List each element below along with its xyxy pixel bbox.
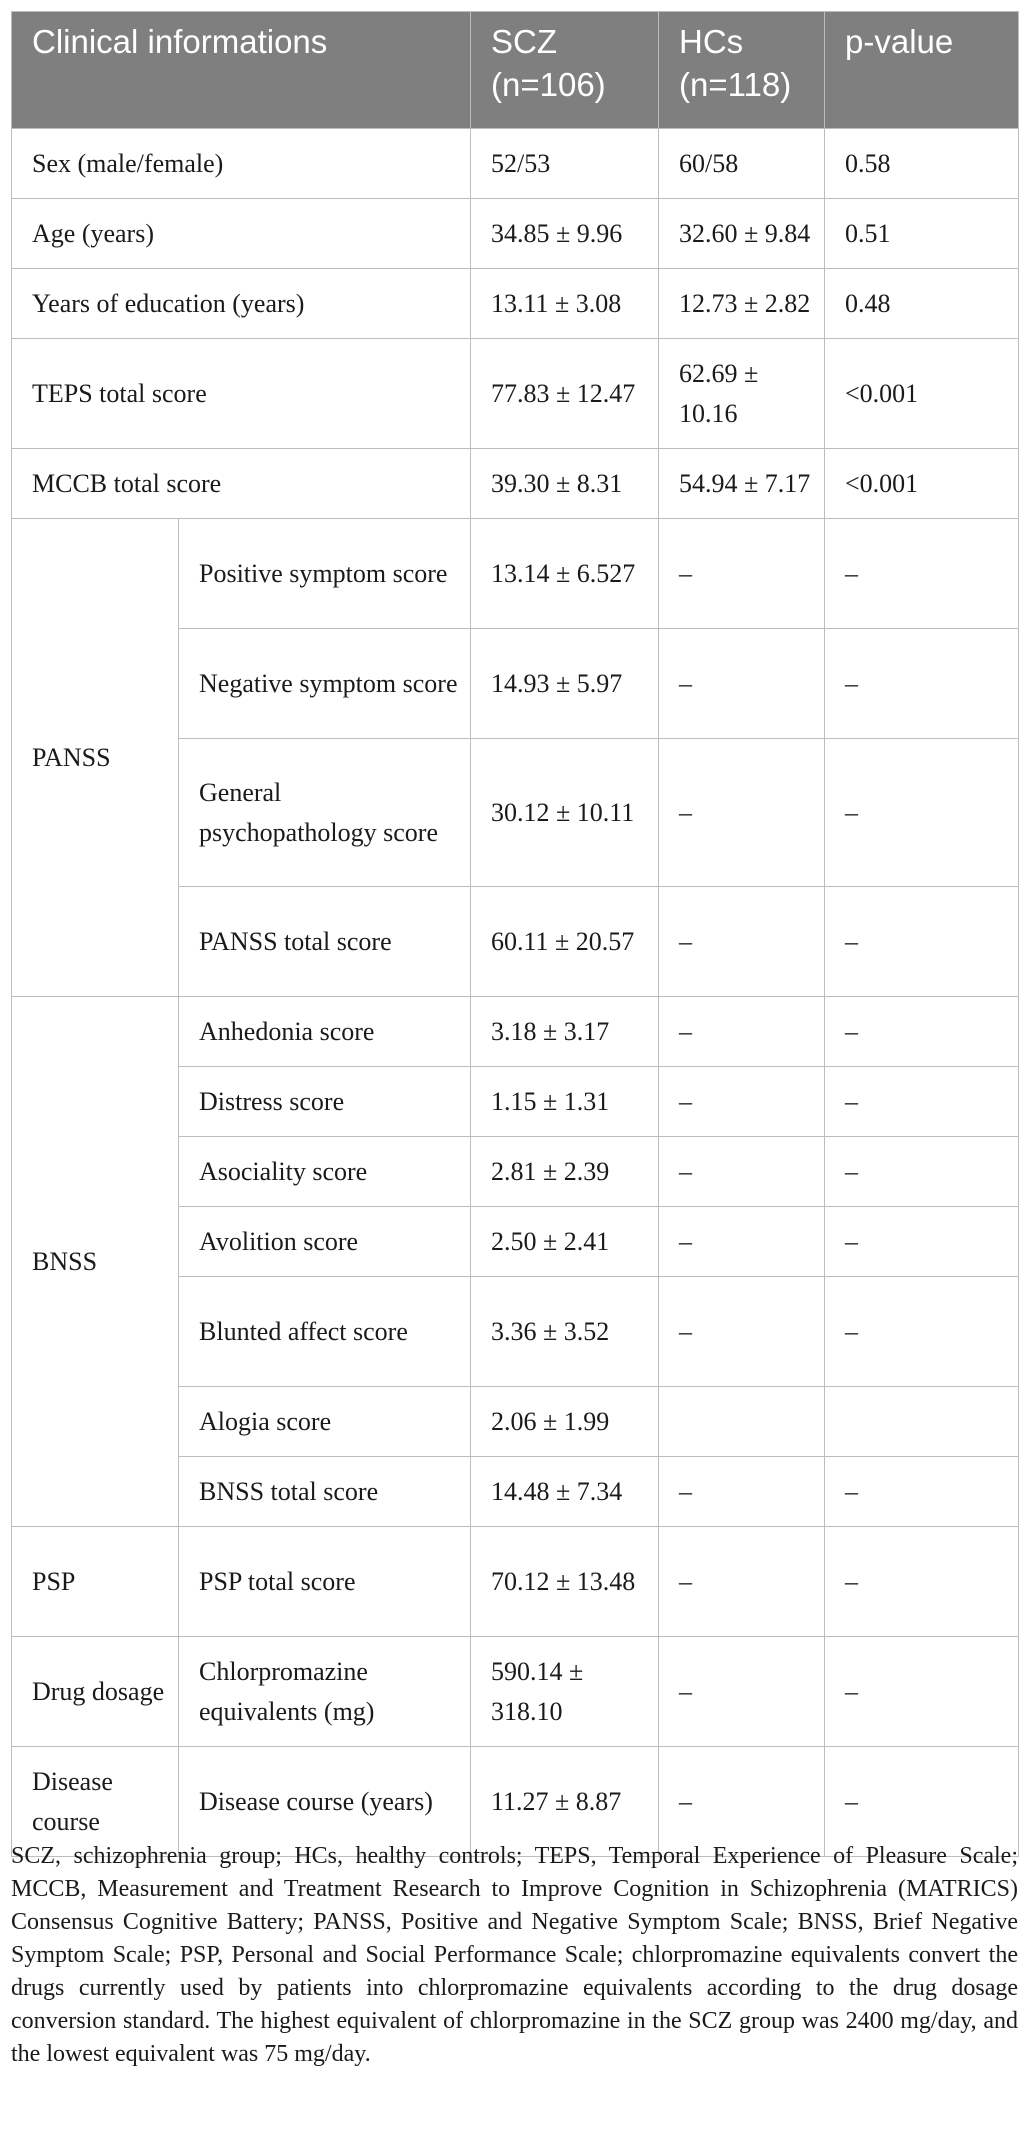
p-value: – [825,887,1019,997]
table-header-row [12,12,1019,129]
hcs-value: 62.69 ± 10.16 [659,339,825,449]
table-row [12,449,1019,519]
table-row [12,997,1019,1067]
p-value: – [825,1637,1019,1747]
p-value: – [825,1137,1019,1207]
scz-value: 2.81 ± 2.39 [471,1137,659,1207]
scz-value: 2.50 ± 2.41 [471,1207,659,1277]
header-clinical-informations: Clinical informations [12,12,471,129]
subrow-label: Alogia score [179,1387,471,1457]
scz-value: 77.83 ± 12.47 [471,339,659,449]
hcs-value: – [659,629,825,739]
p-value: – [825,629,1019,739]
subrow-label: Chlorpromazine equivalents (mg) [179,1637,471,1747]
table-row [12,519,1019,629]
p-value: <0.001 [825,449,1019,519]
table-row [12,339,1019,449]
p-value: – [825,1527,1019,1637]
scz-value: 13.11 ± 3.08 [471,269,659,339]
scz-value: 14.93 ± 5.97 [471,629,659,739]
subrow-label: Avolition score [179,1207,471,1277]
p-value: – [825,1747,1019,1857]
scz-value: 14.48 ± 7.34 [471,1457,659,1527]
subrow-label: Blunted affect score [179,1277,471,1387]
scz-value: 3.36 ± 3.52 [471,1277,659,1387]
hcs-value: – [659,1527,825,1637]
table-row [12,1527,1019,1637]
header-hcs: HCs (n=118) [659,12,825,129]
scz-value: 3.18 ± 3.17 [471,997,659,1067]
hcs-value: – [659,887,825,997]
subrow-label: General psychopathology score [179,739,471,887]
hcs-value: – [659,1637,825,1747]
scz-value: 30.12 ± 10.11 [471,739,659,887]
group-label-drug-dosage: Drug dosage [12,1637,179,1747]
scz-value: 60.11 ± 20.57 [471,887,659,997]
scz-value: 39.30 ± 8.31 [471,449,659,519]
p-value: – [825,519,1019,629]
p-value: – [825,739,1019,887]
p-value [825,1387,1019,1457]
p-value: – [825,1277,1019,1387]
scz-value: 70.12 ± 13.48 [471,1527,659,1637]
p-value: 0.48 [825,269,1019,339]
subrow-label: Anhedonia score [179,997,471,1067]
table-row [12,129,1019,199]
hcs-value: – [659,997,825,1067]
subrow-label: PANSS total score [179,887,471,997]
scz-value: 590.14 ± 318.10 [471,1637,659,1747]
table-row [12,1637,1019,1747]
p-value: <0.001 [825,339,1019,449]
hcs-value: – [659,1067,825,1137]
hcs-value: – [659,1747,825,1857]
row-label: TEPS total score [12,339,471,449]
p-value: – [825,997,1019,1067]
p-value: – [825,1207,1019,1277]
table-row [12,199,1019,269]
subrow-label: PSP total score [179,1527,471,1637]
hcs-value: 32.60 ± 9.84 [659,199,825,269]
group-label-disease-course: Disease course [12,1747,179,1857]
scz-value: 11.27 ± 8.87 [471,1747,659,1857]
header-scz: SCZ (n=106) [471,12,659,129]
header-p-value: p-value [825,12,1019,129]
subrow-label: Negative symptom score [179,629,471,739]
scz-value: 1.15 ± 1.31 [471,1067,659,1137]
group-label-psp: PSP [12,1527,179,1637]
subrow-label: Positive symptom score [179,519,471,629]
group-label-panss: PANSS [12,519,179,997]
row-label: Years of education (years) [12,269,471,339]
p-value: 0.51 [825,199,1019,269]
scz-value: 52/53 [471,129,659,199]
hcs-value: – [659,1277,825,1387]
table-row [12,269,1019,339]
table-footnote: SCZ, schizophrenia group; HCs, healthy controls; TEPS, Temporal Experience of Pleasure Scale; MCCB, Measurement and Treatment Research to Improve Cognition in Schizophrenia (MATRICS) Consensus Cognitive Battery; PANSS, Positive and Negative Symptom Scale; BNSS, Brief Negative Symptom Scale; PSP, Personal and Social Performance Scale; chlorpromazine equivalents convert the drugs currently used by patients into chlorpromazine equivalents according to the drug dosage conversion standard. The highest equivalent of chlorpromazine in the SCZ group was 2400 mg/day, and the lowest equivalent was 75 mg/day. [11,1843,1018,2067]
hcs-value: 54.94 ± 7.17 [659,449,825,519]
hcs-value: – [659,739,825,887]
scz-value: 13.14 ± 6.527 [471,519,659,629]
subrow-label: Disease course (years) [179,1747,471,1857]
hcs-value: – [659,1207,825,1277]
hcs-value: 12.73 ± 2.82 [659,269,825,339]
subrow-label: Asociality score [179,1137,471,1207]
subrow-label: Distress score [179,1067,471,1137]
group-label-bnss: BNSS [12,997,179,1527]
p-value: – [825,1067,1019,1137]
p-value: – [825,1457,1019,1527]
row-label: MCCB total score [12,449,471,519]
p-value: 0.58 [825,129,1019,199]
clinical-info-table [11,11,1019,1857]
hcs-value: 60/58 [659,129,825,199]
hcs-value: – [659,519,825,629]
scz-value: 2.06 ± 1.99 [471,1387,659,1457]
scz-value: 34.85 ± 9.96 [471,199,659,269]
hcs-value: – [659,1137,825,1207]
hcs-value: – [659,1457,825,1527]
row-label: Age (years) [12,199,471,269]
hcs-value [659,1387,825,1457]
row-label: Sex (male/female) [12,129,471,199]
subrow-label: BNSS total score [179,1457,471,1527]
